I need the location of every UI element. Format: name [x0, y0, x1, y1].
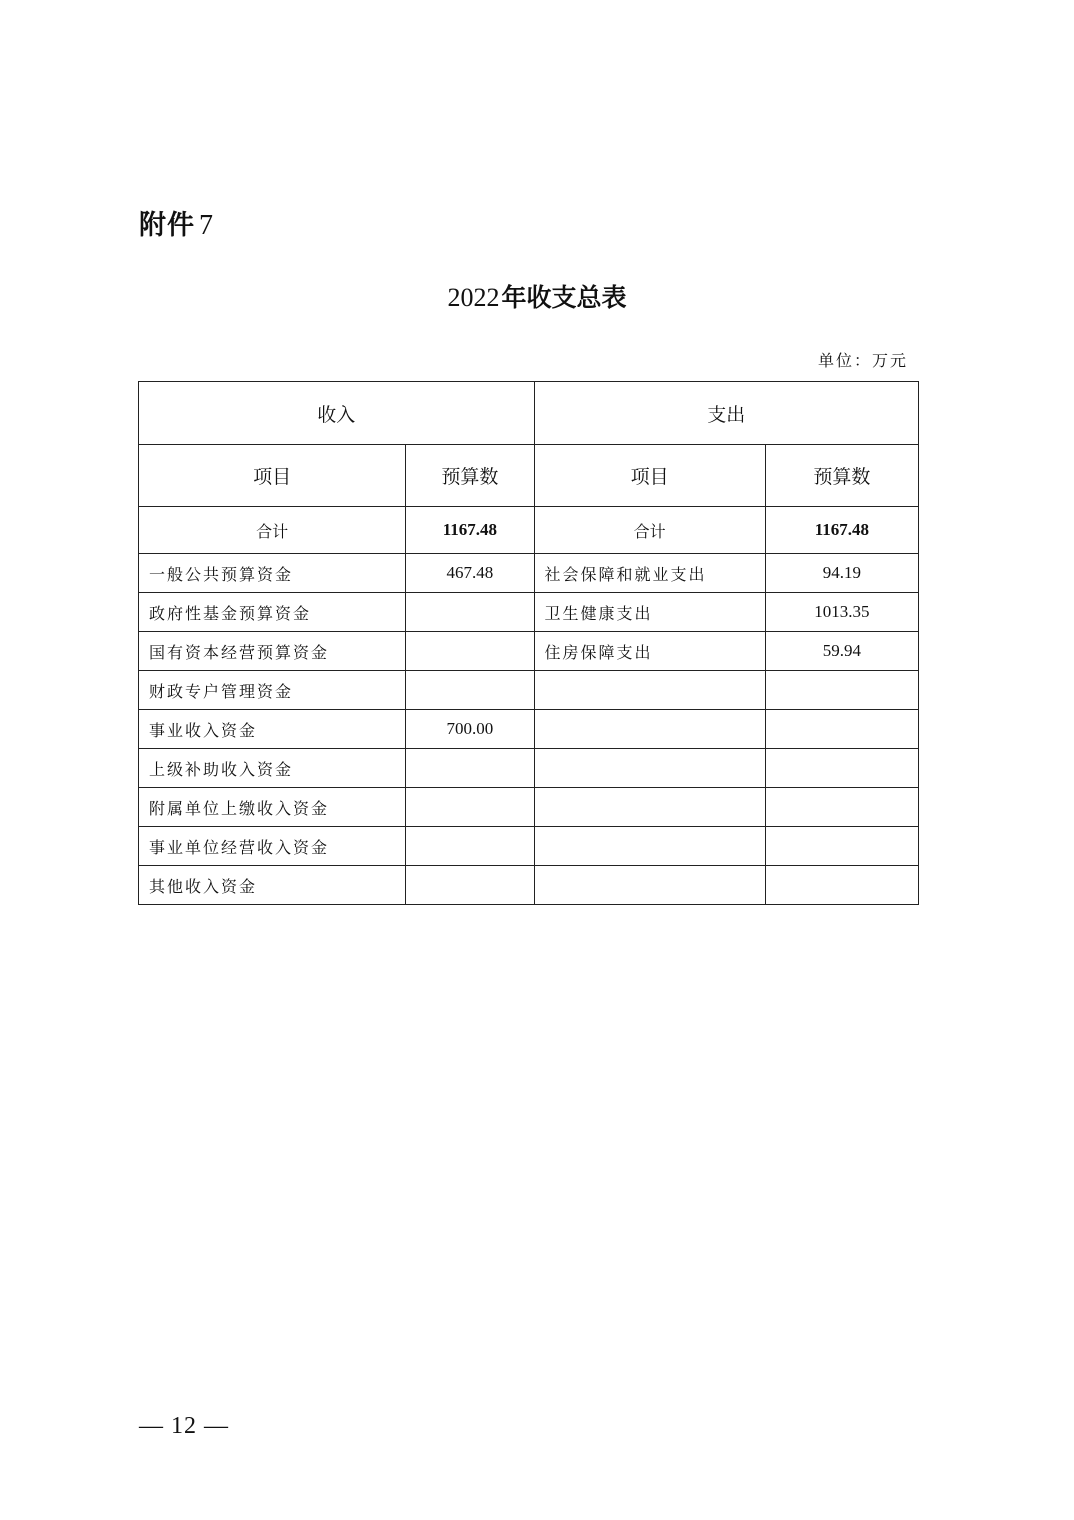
income-value [406, 866, 534, 905]
income-item: 一般公共预算资金 [139, 554, 406, 593]
page-number: — 12 — [139, 1413, 229, 1439]
income-total-label: 合计 [139, 507, 406, 554]
table-row [139, 632, 919, 671]
income-item: 其他收入资金 [139, 866, 406, 905]
table-row [139, 671, 919, 710]
expense-item [534, 671, 765, 710]
expense-item: 社会保障和就业支出 [534, 554, 765, 593]
expense-value: 94.19 [765, 554, 918, 593]
title-year: 2022 [447, 283, 500, 312]
table-row [139, 788, 919, 827]
income-item-header: 项目 [139, 445, 406, 507]
income-value [406, 827, 534, 866]
expense-total-value: 1167.48 [765, 507, 918, 554]
table-row [139, 866, 919, 905]
expense-value [765, 827, 918, 866]
section-header-row [139, 382, 919, 445]
expense-item: 卫生健康支出 [534, 593, 765, 632]
income-budget-header: 预算数 [406, 445, 534, 507]
expense-value [765, 788, 918, 827]
income-item: 国有资本经营预算资金 [139, 632, 406, 671]
expense-item-header: 项目 [534, 445, 765, 507]
income-item: 事业单位经营收入资金 [139, 827, 406, 866]
income-item: 事业收入资金 [139, 710, 406, 749]
income-value [406, 788, 534, 827]
expense-value [765, 749, 918, 788]
table-row [139, 827, 919, 866]
expense-value [765, 866, 918, 905]
expense-item [534, 749, 765, 788]
expense-budget-header: 预算数 [765, 445, 918, 507]
income-value [406, 632, 534, 671]
table-row [139, 554, 919, 593]
budget-summary-table [138, 381, 919, 905]
table-row [139, 593, 919, 632]
column-header-row [139, 445, 919, 507]
total-row [139, 507, 919, 554]
table-row [139, 749, 919, 788]
expense-value [765, 671, 918, 710]
attachment-number: 7 [199, 210, 214, 241]
table-row [139, 710, 919, 749]
expense-item [534, 710, 765, 749]
income-item: 上级补助收入资金 [139, 749, 406, 788]
income-item: 财政专户管理资金 [139, 671, 406, 710]
unit-label: 单位：万元 [817, 351, 908, 370]
page-title [0, 278, 1074, 314]
income-section-header: 收入 [139, 382, 535, 445]
attachment-label: 附件 [139, 210, 195, 241]
expense-total-label: 合计 [534, 507, 765, 554]
income-item: 附属单位上缴收入资金 [139, 788, 406, 827]
income-total-value: 1167.48 [406, 507, 534, 554]
income-value: 467.48 [406, 554, 534, 593]
expense-section-header: 支出 [534, 382, 919, 445]
expense-value: 1013.35 [765, 593, 918, 632]
expense-item [534, 788, 765, 827]
attachment-heading [139, 203, 214, 242]
income-value [406, 749, 534, 788]
income-value [406, 671, 534, 710]
expense-item: 住房保障支出 [534, 632, 765, 671]
income-value: 700.00 [406, 710, 534, 749]
income-item: 政府性基金预算资金 [139, 593, 406, 632]
expense-value [765, 710, 918, 749]
expense-value: 59.94 [765, 632, 918, 671]
income-value [406, 593, 534, 632]
expense-item [534, 827, 765, 866]
expense-item [534, 866, 765, 905]
title-text: 年收支总表 [501, 283, 627, 312]
